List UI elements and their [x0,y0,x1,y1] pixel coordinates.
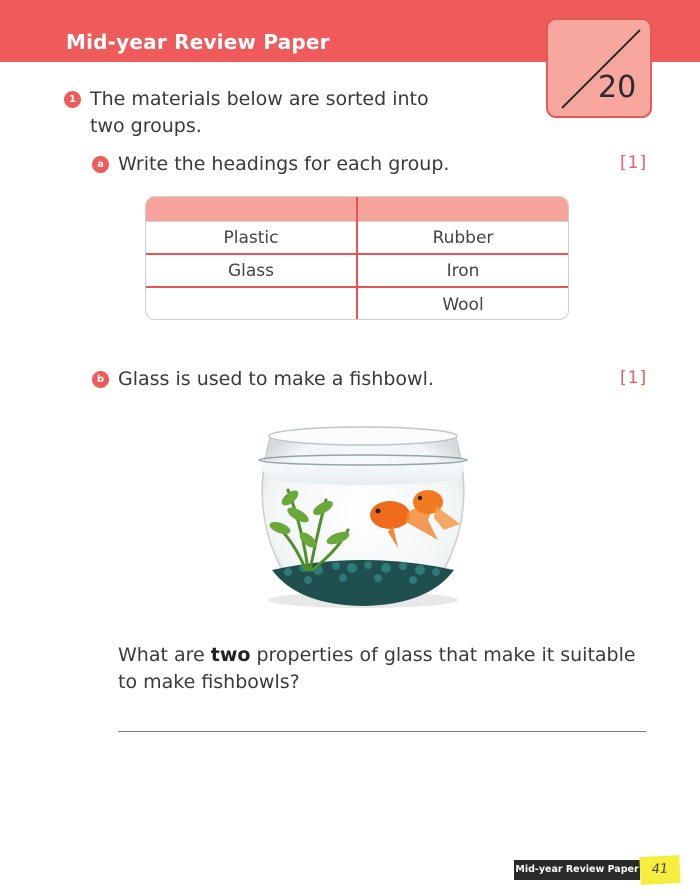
fishbowl-image [248,420,478,610]
footer-label: Mid-year Review Paper [514,860,640,880]
part-a-marks: [1] [620,153,648,173]
prompt-after: properties of glass that make it suitable [250,644,636,666]
page-title: Mid-year Review Paper [66,30,330,54]
question-number-badge: 1 [64,91,81,108]
prompt-line1 [118,642,658,669]
part-b-badge: b [92,371,109,388]
question-text-line1: The materials below are sorted into [90,88,429,110]
part-b-text: Glass is used to make a fishbowl. [118,368,434,390]
table-cell: Wool [442,295,484,315]
answer-line[interactable] [118,731,646,732]
part-a-badge: a [92,156,109,173]
score-total: 20 [598,70,637,105]
prompt-line2: to make fishbowls? [118,671,300,693]
prompt-before: What are [118,644,211,666]
prompt-bold: two [210,644,251,666]
table-cell: Plastic [223,228,279,248]
table-cell: Glass [227,261,275,281]
part-b-marks: [1] [620,368,648,388]
table-cell: Iron [446,261,480,281]
materials-table [145,196,569,320]
question-text-line2: two groups. [90,115,202,137]
part-a-text: Write the headings for each group. [118,153,450,175]
table-cell: Rubber [432,228,494,248]
page-number: 41 [639,855,680,885]
